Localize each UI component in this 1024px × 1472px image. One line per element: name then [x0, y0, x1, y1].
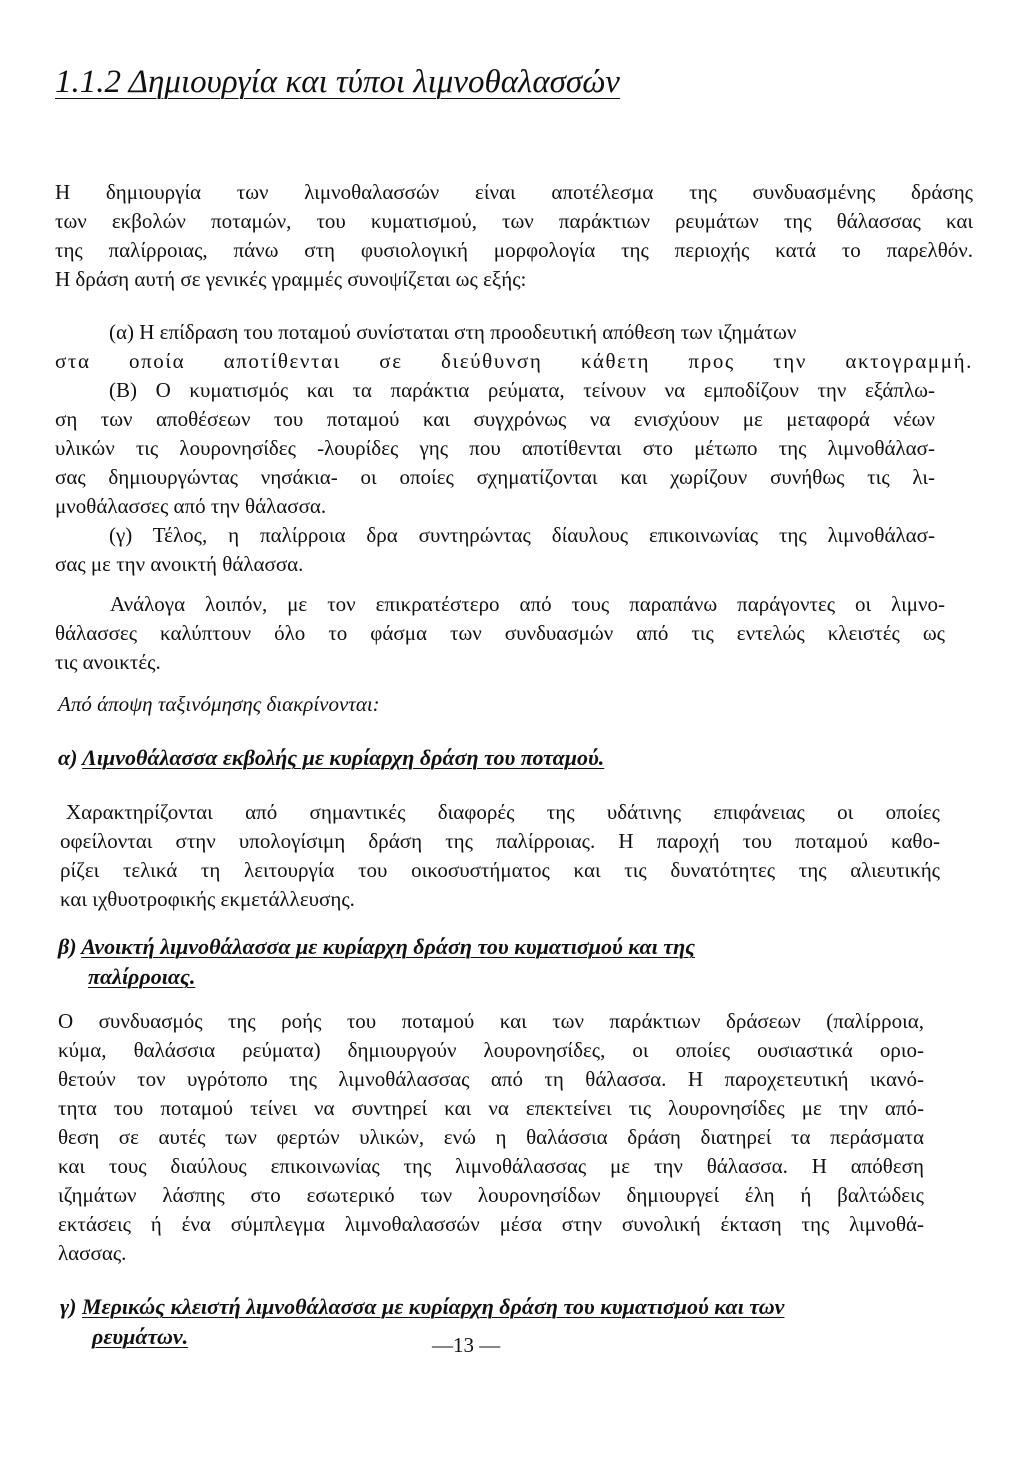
type-b-line: κύμα, θαλάσσια ρεύματα) δημιουργούν λουρονησίδες, οι οποίες ουσιαστικά οριο-	[58, 1038, 924, 1062]
point-b-line: υλικών τις λουρονησίδες -λουρίδες γης που αποτίθενται στο μέτωπο της λιμνοθάλασ-	[55, 436, 935, 460]
point-b-line: ση των αποθέσεων του ποταμού και συγχρόνως να ενισχύουν με μεταφορά νέων	[55, 407, 935, 431]
type-b-title-line2: παλίρροιας.	[88, 964, 196, 989]
summary-paragraph	[55, 590, 945, 677]
point-c-paragraph	[55, 521, 935, 579]
summary-line: τις ανοικτές.	[55, 650, 161, 674]
type-b-line: εκτάσεις ή ένα σύμπλεγμα λιμνοθαλασσών μέσα στην συνολική έκταση της λιμνοθά-	[58, 1212, 924, 1236]
point-a-paragraph	[55, 318, 973, 376]
type-b-title-line1: Ανοικτή λιμνοθάλασσα με κυρίαρχη δράση του κυματισμού και της	[81, 934, 695, 959]
type-b-line: Ο συνδυασμός της ροής του ποταμού και των παράκτιων δράσεων (παλίρροια,	[58, 1009, 924, 1033]
summary-line: Ανάλογα λοιπόν, με τον επικρατέστερο από τους παραπάνω παράγοντες οι λιμνο-	[110, 592, 945, 616]
point-b-paragraph	[55, 376, 935, 521]
classification-intro: Από άποψη ταξινόμησης διακρίνονται:	[58, 692, 380, 716]
type-a-line: και ιχθυοτροφικής εκμετάλλευσης.	[60, 887, 355, 911]
type-a-marker: α)	[58, 745, 78, 770]
intro-line: Η δημιουργία των λιμνοθαλασσών είναι αποτέλεσμα της συνδυασμένης δράσης	[55, 180, 973, 204]
type-a-heading	[58, 743, 604, 773]
type-b-line: τητα του ποταμού τείνει να συντηρεί και να επεκτείνει τις λουρονησίδες με την από-	[58, 1096, 924, 1120]
type-a-line: ρίζει τελικά τη λειτουργία του οικοσυστήματος και τις δυνατότητες της αλιευτικής	[60, 858, 940, 882]
type-c-heading	[60, 1292, 784, 1352]
type-c-title-line1: Μερικώς κλειστή λιμνοθάλασσα με κυρίαρχη δράση του κυματισμού και των	[81, 1294, 785, 1319]
type-c-title-line2: ρευμάτων.	[92, 1324, 189, 1349]
point-a-line: (α) Η επίδραση του ποταμού συνίσταται στη προοδευτική απόθεση των ιζημάτων	[109, 320, 797, 344]
point-c-line: (γ) Τέλος, η παλίρροια δρα συντηρώντας δίαυλους επικοινωνίας της λιμνοθάλασ-	[109, 523, 935, 547]
type-b-line: λασσας.	[58, 1241, 127, 1265]
point-a-line: στα οποία αποτίθενται σε διεύθυνση κάθετη προς την ακτογραμμή.	[55, 349, 973, 373]
section-title: 1.1.2 Δημιουργία και τύποι λιμνοθαλασσών	[55, 64, 620, 100]
type-c-marker: γ)	[60, 1294, 77, 1319]
point-b-line: μνοθάλασσες από την θάλασσα.	[55, 494, 327, 518]
type-a-title: Λιμνοθάλασσα εκβολής με κυρίαρχη δράση του ποταμού.	[82, 745, 605, 770]
type-a-line: οφείλονται στην υπολογίσιμη δράση της παλίρροιας. Η παροχή του ποταμού καθο-	[60, 829, 940, 853]
intro-line: της παλίρροιας, πάνω στη φυσιολογική μορφολογία της περιοχής κατά το παρελθόν.	[55, 238, 973, 262]
page-number: —13 —	[432, 1333, 501, 1357]
intro-line: των εκβολών ποταμών, του κυματισμού, των παράκτιων ρευμάτων της θάλασσας και	[55, 209, 973, 233]
intro-paragraph	[55, 178, 973, 294]
intro-line: Η δράση αυτή σε γενικές γραμμές συνοψίζεται ως εξής:	[55, 267, 527, 291]
type-b-paragraph	[58, 1007, 924, 1268]
type-b-line: θεση σε αυτές των φερτών υλικών, ενώ η θαλάσσια δράση διατηρεί τα περάσματα	[58, 1125, 924, 1149]
type-a-paragraph	[60, 798, 940, 914]
point-b-line: σας δημιουργώντας νησάκια- οι οποίες σχηματίζονται και χωρίζουν συνήθως τις λι-	[55, 465, 935, 489]
point-c-line: σας με την ανοικτή θάλασσα.	[55, 552, 304, 576]
summary-line: θάλασσες καλύπτουν όλο το φάσμα των συνδυασμών από τις εντελώς κλειστές ως	[55, 621, 945, 645]
type-b-heading	[58, 932, 695, 992]
type-b-marker: β)	[58, 934, 77, 959]
type-b-line: και τους διαύλους επικοινωνίας της λιμνοθάλασσας με την θάλασσα. Η απόθεση	[58, 1154, 924, 1178]
type-b-line: ιζημάτων λάσπης στο εσωτερικό των λουρονησίδων δημιουργεί έλη ή βαλτώδεις	[58, 1183, 924, 1207]
type-a-line: Χαρακτηρίζονται από σημαντικές διαφορές της υδάτινης επιφάνειας οι οποίες	[66, 800, 940, 824]
type-b-line: θετούν τον υγρότοπο της λιμνοθάλασσας από τη θάλασσα. Η παροχετευτική ικανό-	[58, 1067, 924, 1091]
point-b-line: (Β) Ο κυματισμός και τα παράκτια ρεύματα, τείνουν να εμποδίζουν την εξάπλω-	[109, 378, 935, 402]
